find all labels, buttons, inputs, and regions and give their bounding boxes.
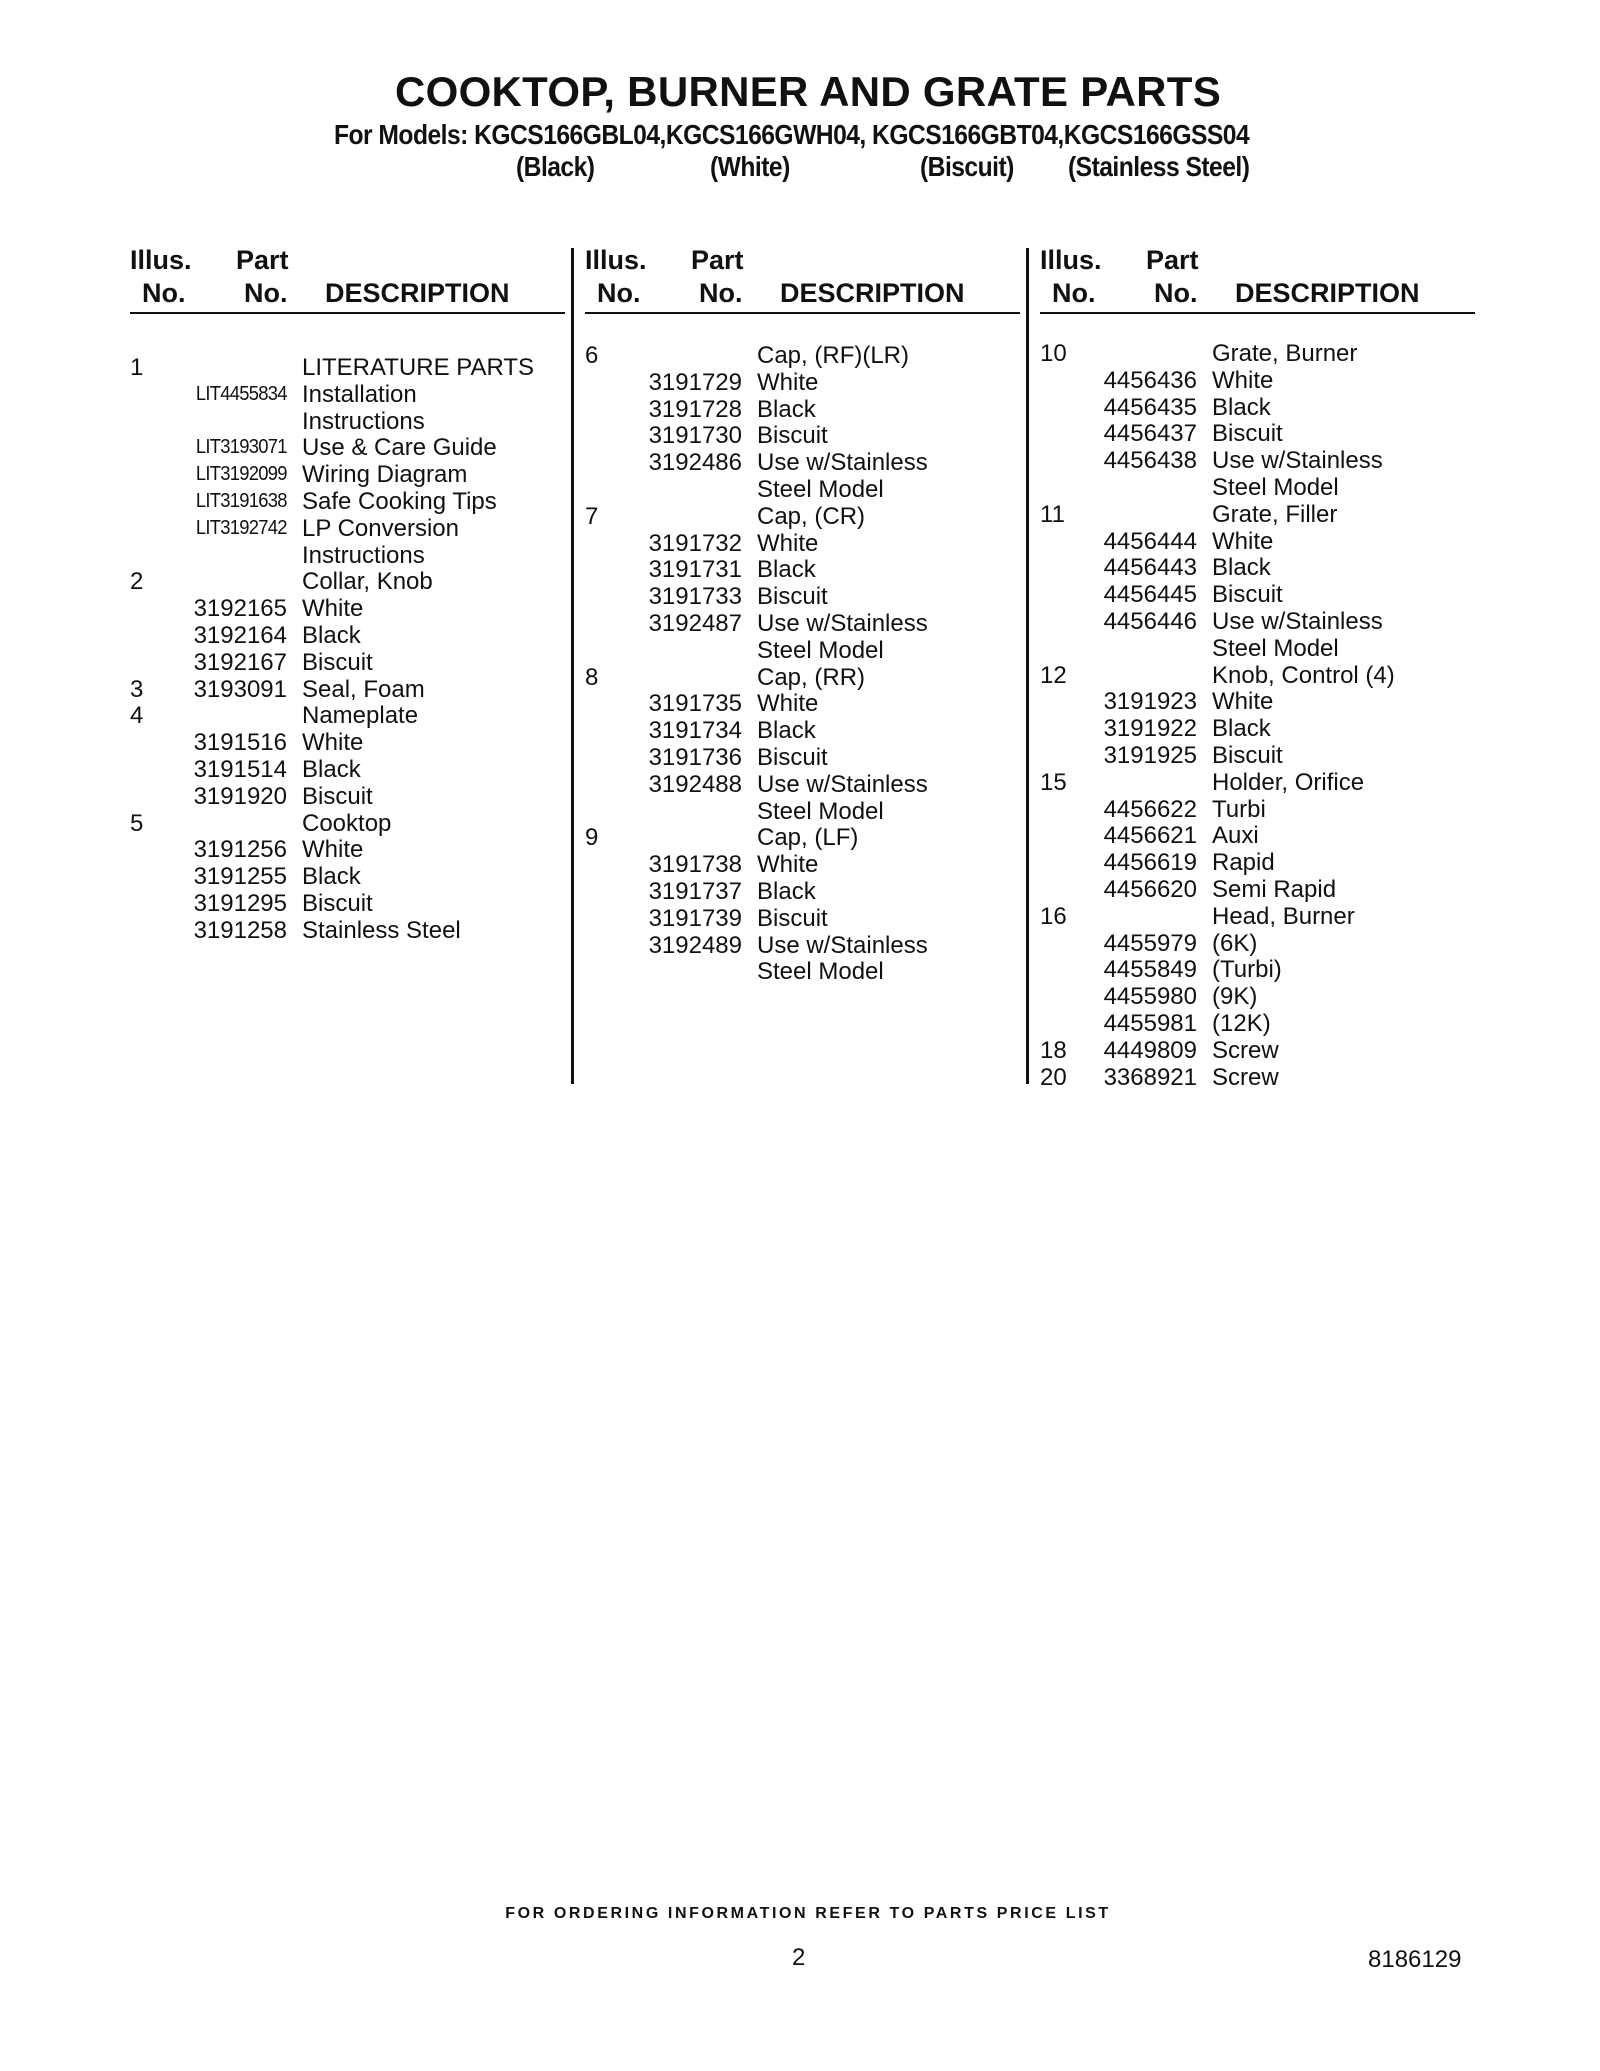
part-description: Black bbox=[1212, 715, 1271, 743]
parts-row bbox=[1040, 394, 1475, 421]
parts-row bbox=[1040, 822, 1475, 849]
illus-number: 9 bbox=[585, 824, 599, 852]
part-description: (12K) bbox=[1212, 1009, 1271, 1037]
part-description: White bbox=[757, 851, 819, 879]
part-description: (Turbi) bbox=[1212, 956, 1282, 984]
part-number: 4456437 bbox=[1103, 420, 1197, 448]
parts-row bbox=[1040, 956, 1475, 983]
part-description: Turbi bbox=[1212, 795, 1266, 823]
parts-row bbox=[585, 744, 1020, 771]
parts-row bbox=[1040, 796, 1475, 823]
models-line: For Models: KGCS166GBL04,KGCS166GWH04, KGCS166GBT04,KGCS166GSS04 bbox=[334, 119, 1250, 150]
parts-row bbox=[130, 863, 565, 890]
part-description: Biscuit bbox=[1212, 741, 1283, 769]
part-number: 3191738 bbox=[648, 851, 742, 879]
header-illus: Illus. bbox=[130, 245, 192, 275]
part-number: 4456446 bbox=[1103, 607, 1197, 635]
part-description: Cooktop bbox=[302, 809, 392, 837]
parts-row bbox=[130, 542, 565, 569]
part-number: 4456620 bbox=[1103, 875, 1197, 903]
parts-row bbox=[1040, 769, 1475, 796]
parts-row bbox=[1040, 742, 1475, 769]
part-description: Black bbox=[757, 395, 816, 423]
parts-row bbox=[130, 434, 565, 461]
parts-row bbox=[130, 702, 565, 729]
part-description: Biscuit bbox=[1212, 420, 1283, 448]
parts-row bbox=[585, 824, 1020, 851]
part-description: (9K) bbox=[1212, 983, 1258, 1011]
illus-number: 16 bbox=[1040, 902, 1067, 930]
parts-row bbox=[585, 342, 1020, 369]
parts-row bbox=[1040, 715, 1475, 742]
color-label-stainless: (Stainless Steel) bbox=[1068, 151, 1250, 182]
parts-row bbox=[585, 878, 1020, 905]
illus-number: 5 bbox=[130, 809, 144, 837]
part-description: White bbox=[757, 690, 819, 718]
header-description: DESCRIPTION bbox=[1235, 278, 1420, 308]
illus-number: 10 bbox=[1040, 340, 1067, 367]
parts-list bbox=[1040, 340, 1475, 1090]
part-number: 3191922 bbox=[1103, 715, 1197, 743]
part-number: 3191728 bbox=[648, 395, 742, 423]
part-number: 4456622 bbox=[1103, 795, 1197, 823]
part-description: Screw bbox=[1212, 1063, 1279, 1091]
parts-row bbox=[585, 396, 1020, 423]
parts-row bbox=[585, 422, 1020, 449]
parts-row bbox=[130, 676, 565, 703]
part-number: 3191737 bbox=[648, 877, 742, 905]
parts-row bbox=[585, 503, 1020, 530]
parts-row bbox=[130, 461, 565, 488]
part-number: 3191730 bbox=[648, 422, 742, 450]
part-description: Biscuit bbox=[757, 904, 828, 932]
part-description: White bbox=[1212, 688, 1274, 716]
part-description: (6K) bbox=[1212, 929, 1258, 957]
part-number: 3193091 bbox=[193, 675, 287, 703]
part-description: White bbox=[302, 836, 364, 864]
part-number: 3191295 bbox=[193, 889, 287, 917]
parts-list bbox=[585, 342, 1020, 985]
part-description: Steel Model bbox=[1212, 634, 1339, 662]
color-label-biscuit: (Biscuit) bbox=[920, 151, 1014, 182]
parts-row bbox=[585, 771, 1020, 798]
part-number: 4456619 bbox=[1103, 849, 1197, 877]
parts-row bbox=[130, 408, 565, 435]
part-number: 3191256 bbox=[193, 836, 287, 864]
parts-row bbox=[585, 932, 1020, 959]
part-number: 4456621 bbox=[1103, 822, 1197, 850]
part-number: 4456436 bbox=[1103, 366, 1197, 394]
parts-row bbox=[130, 890, 565, 917]
parts-row bbox=[585, 476, 1020, 503]
parts-row bbox=[1040, 528, 1475, 555]
part-description: Black bbox=[302, 755, 361, 783]
parts-row bbox=[1040, 930, 1475, 957]
parts-row bbox=[585, 637, 1020, 664]
part-number: 3368921 bbox=[1103, 1063, 1197, 1091]
parts-column-2 bbox=[585, 242, 1020, 985]
part-description: Collar, Knob bbox=[302, 568, 433, 596]
parts-row bbox=[1040, 635, 1475, 662]
part-number: 3191734 bbox=[648, 717, 742, 745]
parts-row bbox=[1040, 447, 1475, 474]
color-label-black: (Black) bbox=[516, 151, 595, 182]
part-description: Instructions bbox=[302, 407, 425, 435]
part-number: 3191258 bbox=[193, 916, 287, 944]
page-title: COOKTOP, BURNER AND GRATE PARTS bbox=[394, 68, 1222, 115]
part-number: 4449809 bbox=[1103, 1036, 1197, 1064]
illus-number: 20 bbox=[1040, 1063, 1067, 1091]
part-number: 3191736 bbox=[648, 743, 742, 771]
part-description: Holder, Orifice bbox=[1212, 768, 1365, 796]
parts-row bbox=[130, 783, 565, 810]
part-description: Head, Burner bbox=[1212, 902, 1355, 930]
parts-row bbox=[130, 917, 565, 944]
part-number: LIT3191638 bbox=[196, 489, 287, 512]
model-colors bbox=[0, 150, 1600, 184]
part-description: Safe Cooking Tips bbox=[302, 487, 497, 515]
header-illus: Illus. bbox=[585, 245, 647, 275]
parts-row bbox=[1040, 903, 1475, 930]
part-number: LIT3192742 bbox=[196, 516, 287, 539]
part-description: Seal, Foam bbox=[302, 675, 425, 703]
part-number: 4455979 bbox=[1103, 929, 1197, 957]
part-description: Semi Rapid bbox=[1212, 875, 1337, 903]
part-number: 3191731 bbox=[648, 556, 742, 584]
part-description: Black bbox=[1212, 554, 1271, 582]
part-number: 3191923 bbox=[1103, 688, 1197, 716]
part-description: Steel Model bbox=[757, 958, 884, 986]
part-description: Wiring Diagram bbox=[302, 461, 468, 489]
part-description: Biscuit bbox=[302, 782, 373, 810]
part-description: Steel Model bbox=[1212, 473, 1339, 501]
part-description: Grate, Filler bbox=[1212, 500, 1338, 528]
parts-row bbox=[130, 649, 565, 676]
parts-row bbox=[1040, 1037, 1475, 1064]
part-description: White bbox=[1212, 527, 1274, 555]
part-description: White bbox=[757, 368, 819, 396]
part-number: 3191733 bbox=[648, 583, 742, 611]
part-number: 3192488 bbox=[648, 770, 742, 798]
part-number: LIT3192099 bbox=[196, 463, 287, 486]
header-illus-no: No. bbox=[142, 278, 186, 308]
part-number: 3191732 bbox=[648, 529, 742, 557]
parts-row bbox=[1040, 1064, 1475, 1091]
parts-row bbox=[585, 664, 1020, 691]
part-description: Use & Care Guide bbox=[302, 434, 497, 462]
part-description: Black bbox=[757, 877, 816, 905]
part-number: 3191925 bbox=[1103, 741, 1197, 769]
part-description: Instructions bbox=[302, 541, 425, 569]
illus-number: 12 bbox=[1040, 661, 1067, 689]
illus-number: 3 bbox=[130, 675, 144, 703]
illus-number: 2 bbox=[130, 568, 144, 596]
parts-row bbox=[585, 690, 1020, 717]
part-number: 4456435 bbox=[1103, 393, 1197, 421]
parts-row bbox=[1040, 340, 1475, 367]
illus-number: 11 bbox=[1040, 500, 1065, 528]
parts-row bbox=[130, 568, 565, 595]
part-number: 4455980 bbox=[1103, 983, 1197, 1011]
parts-column-3 bbox=[1040, 242, 1475, 1090]
parts-row bbox=[585, 583, 1020, 610]
column-header bbox=[1040, 242, 1475, 314]
parts-row bbox=[130, 381, 565, 408]
part-number: 3191255 bbox=[193, 863, 287, 891]
part-number: 3191735 bbox=[648, 690, 742, 718]
part-description: Use w/Stainless bbox=[757, 609, 928, 637]
parts-row bbox=[1040, 581, 1475, 608]
part-description: Cap, (LF) bbox=[757, 824, 859, 852]
parts-row bbox=[130, 595, 565, 622]
part-number: 4456445 bbox=[1103, 581, 1197, 609]
page-number: 2 bbox=[792, 1944, 806, 1971]
part-number: 3191516 bbox=[193, 729, 287, 757]
parts-row bbox=[585, 369, 1020, 396]
part-description: Biscuit bbox=[1212, 581, 1283, 609]
part-description: White bbox=[1212, 366, 1274, 394]
part-number: 3192165 bbox=[193, 595, 287, 623]
part-description: Screw bbox=[1212, 1036, 1279, 1064]
parts-row bbox=[585, 449, 1020, 476]
part-number: 4456443 bbox=[1103, 554, 1197, 582]
part-description: Use w/Stainless bbox=[1212, 447, 1383, 475]
part-description: Use w/Stainless bbox=[1212, 607, 1383, 635]
parts-row bbox=[130, 354, 565, 381]
parts-row bbox=[130, 810, 565, 837]
part-description: Grate, Burner bbox=[1212, 340, 1358, 367]
part-number: 3192486 bbox=[648, 449, 742, 477]
part-description: Black bbox=[757, 556, 816, 584]
header-part: Part bbox=[691, 245, 744, 275]
illus-number: 8 bbox=[585, 663, 599, 691]
parts-row bbox=[585, 851, 1020, 878]
parts-row bbox=[130, 756, 565, 783]
parts-row bbox=[1040, 501, 1475, 528]
part-number: 3191514 bbox=[193, 755, 287, 783]
part-number: 3191729 bbox=[648, 368, 742, 396]
part-number: 4455981 bbox=[1103, 1009, 1197, 1037]
parts-row bbox=[585, 798, 1020, 825]
column-divider bbox=[571, 248, 574, 1084]
parts-row bbox=[585, 530, 1020, 557]
parts-row bbox=[130, 729, 565, 756]
part-description: Use w/Stainless bbox=[757, 770, 928, 798]
part-description: Black bbox=[302, 621, 361, 649]
part-description: White bbox=[302, 595, 364, 623]
part-description: Biscuit bbox=[302, 889, 373, 917]
header-part: Part bbox=[236, 245, 289, 275]
part-number: 3192489 bbox=[648, 931, 742, 959]
part-description: Black bbox=[757, 717, 816, 745]
part-number: LIT4455834 bbox=[196, 382, 287, 405]
part-description: Steel Model bbox=[757, 475, 884, 503]
parts-row bbox=[1040, 688, 1475, 715]
parts-row bbox=[130, 836, 565, 863]
part-number: 4455849 bbox=[1103, 956, 1197, 984]
parts-row bbox=[585, 905, 1020, 932]
illus-number: 15 bbox=[1040, 768, 1067, 796]
ordering-note: FOR ORDERING INFORMATION REFER TO PARTS PRICE LIST bbox=[505, 1905, 1111, 1922]
illus-number: 1 bbox=[130, 354, 144, 381]
illus-number: 18 bbox=[1040, 1036, 1067, 1064]
part-description: Cap, (RF)(LR) bbox=[757, 342, 910, 369]
header-illus-no: No. bbox=[1052, 278, 1096, 308]
part-description: Knob, Control (4) bbox=[1212, 661, 1395, 689]
part-description: Installation bbox=[302, 380, 417, 408]
parts-row bbox=[1040, 983, 1475, 1010]
parts-row bbox=[585, 556, 1020, 583]
part-description: Stainless Steel bbox=[302, 916, 461, 944]
part-description: Use w/Stainless bbox=[757, 931, 928, 959]
column-divider bbox=[1026, 248, 1029, 1084]
parts-row bbox=[1040, 554, 1475, 581]
part-description: White bbox=[302, 729, 364, 757]
part-description: Biscuit bbox=[757, 583, 828, 611]
part-description: Biscuit bbox=[302, 648, 373, 676]
color-label-white: (White) bbox=[710, 151, 790, 182]
parts-row bbox=[1040, 608, 1475, 635]
part-description: LP Conversion bbox=[302, 514, 459, 542]
document-number: 8186129 bbox=[1368, 1946, 1462, 1973]
part-number: 3191920 bbox=[193, 782, 287, 810]
part-description: Biscuit bbox=[757, 743, 828, 771]
illus-number: 4 bbox=[130, 702, 144, 730]
parts-row bbox=[1040, 420, 1475, 447]
part-number: 4456438 bbox=[1103, 447, 1197, 475]
parts-row bbox=[130, 622, 565, 649]
parts-row bbox=[585, 958, 1020, 985]
part-description: Biscuit bbox=[757, 422, 828, 450]
part-description: Nameplate bbox=[302, 702, 419, 730]
header-part-no: No. bbox=[1154, 278, 1198, 308]
parts-row bbox=[1040, 1010, 1475, 1037]
part-number: 3192167 bbox=[193, 648, 287, 676]
parts-row bbox=[130, 488, 565, 515]
header-description: DESCRIPTION bbox=[325, 278, 510, 308]
part-description: Steel Model bbox=[757, 636, 884, 664]
header-part-no: No. bbox=[244, 278, 288, 308]
part-number: 3192487 bbox=[648, 609, 742, 637]
part-description: Black bbox=[1212, 393, 1271, 421]
parts-row bbox=[1040, 876, 1475, 903]
header-illus: Illus. bbox=[1040, 245, 1102, 275]
part-description: Rapid bbox=[1212, 849, 1275, 877]
parts-row bbox=[1040, 849, 1475, 876]
parts-list bbox=[130, 354, 565, 944]
part-description: Cap, (CR) bbox=[757, 502, 866, 530]
part-description: Cap, (RR) bbox=[757, 663, 866, 691]
parts-row bbox=[585, 717, 1020, 744]
parts-row bbox=[1040, 474, 1475, 501]
header-part: Part bbox=[1146, 245, 1199, 275]
part-description: Auxi bbox=[1212, 822, 1259, 850]
part-description: Black bbox=[302, 863, 361, 891]
part-number: LIT3193071 bbox=[196, 436, 287, 459]
parts-row bbox=[1040, 367, 1475, 394]
header-illus-no: No. bbox=[597, 278, 641, 308]
part-number: 3191739 bbox=[648, 904, 742, 932]
parts-row bbox=[1040, 662, 1475, 689]
parts-column-1 bbox=[130, 242, 565, 944]
part-number: 4456444 bbox=[1103, 527, 1197, 555]
illus-number: 6 bbox=[585, 342, 599, 369]
header-part-no: No. bbox=[699, 278, 743, 308]
part-description: Steel Model bbox=[757, 797, 884, 825]
part-description: LITERATURE PARTS bbox=[302, 354, 535, 381]
part-description: Use w/Stainless bbox=[757, 449, 928, 477]
parts-row bbox=[585, 610, 1020, 637]
header-description: DESCRIPTION bbox=[780, 278, 965, 308]
illus-number: 7 bbox=[585, 502, 599, 530]
part-description: White bbox=[757, 529, 819, 557]
parts-row bbox=[130, 515, 565, 542]
part-number: 3192164 bbox=[193, 621, 287, 649]
column-header bbox=[130, 242, 565, 314]
column-header bbox=[585, 242, 1020, 314]
